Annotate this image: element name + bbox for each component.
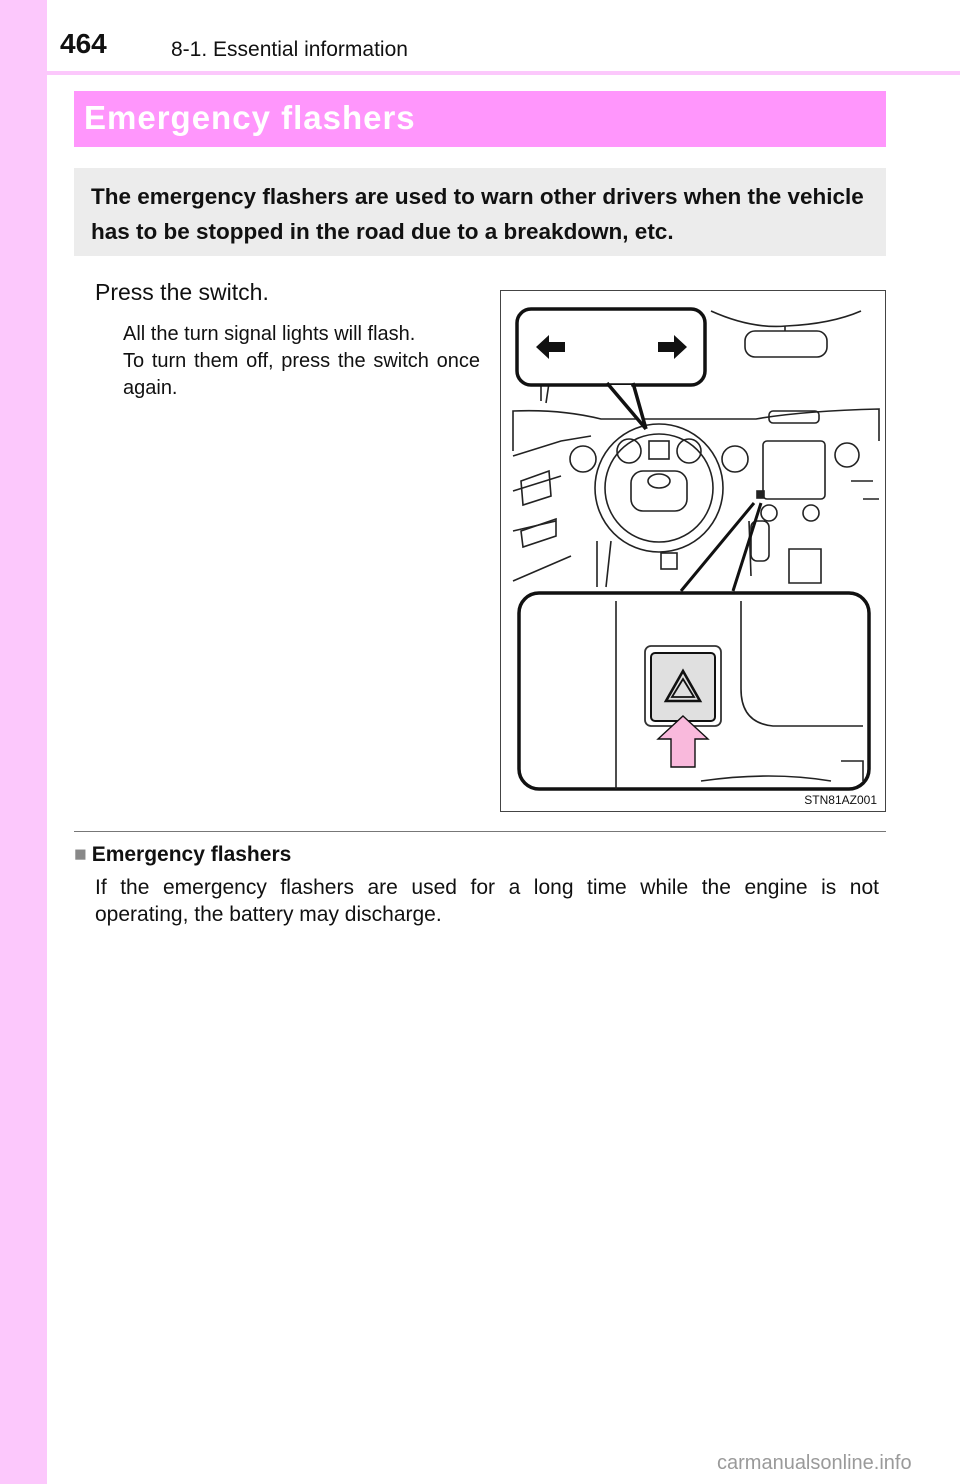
hazard-switch-figure [500, 290, 886, 812]
header-rule [47, 71, 960, 75]
note-body-line-1: If the emergency flashers are used for a long time while the engine is not [95, 876, 879, 899]
chapter-heading: 8-1. Essential information [171, 38, 408, 61]
note-heading [74, 843, 291, 867]
watermark: carmanualsonline.info [717, 1452, 912, 1474]
step-desc-line-1: All the turn signal lights will flash. [123, 323, 416, 345]
section-divider [74, 831, 886, 832]
section-title-bar [74, 91, 886, 147]
step-instruction: Press the switch. [95, 279, 269, 305]
note-body-line-2: operating, the battery may discharge. [95, 903, 442, 926]
note-heading-text: Emergency flashers [91, 843, 292, 866]
dashboard-illustration [501, 291, 887, 813]
step-desc-line-2: To turn them off, press the switch once again. [123, 350, 480, 399]
lead-box: The emergency flashers are used to warn other drivers when the vehicle has to be stopped in the road due to a breakdown, etc. [74, 168, 886, 256]
hazard-switch-button [651, 653, 715, 721]
page-number: 464 [60, 28, 107, 59]
section-title: Emergency flashers [84, 99, 416, 136]
rearview-mirror-icon [745, 331, 827, 357]
figure-code: STN81AZ001 [804, 793, 877, 807]
center-display [763, 441, 825, 499]
step-description [123, 321, 480, 402]
square-bullet-icon: ■ [74, 843, 87, 866]
note-body [95, 874, 879, 928]
side-color-strip [0, 0, 47, 1484]
